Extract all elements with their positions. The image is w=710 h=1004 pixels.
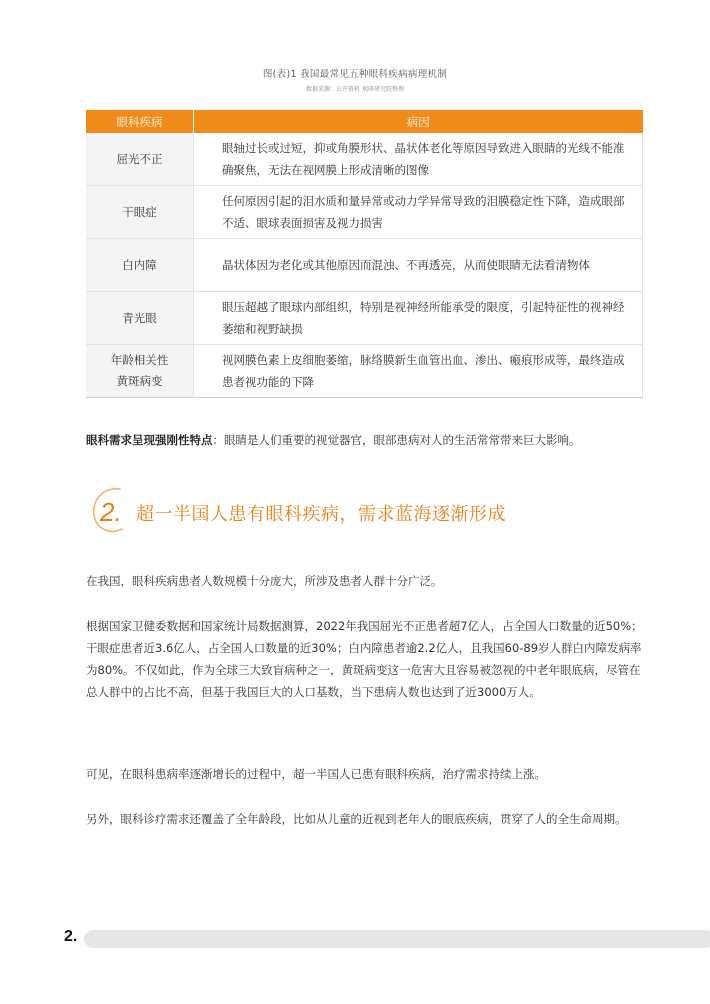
section-number-text: 2. <box>100 497 122 527</box>
disease-table <box>86 110 643 398</box>
table-header-row <box>86 110 643 133</box>
paragraph-1: 在我国，眼科疾病患者人数规模十分庞大，所涉及患者人群十分广泛。 <box>86 574 443 588</box>
section-number-badge <box>90 485 134 535</box>
feature-label: 眼科需求呈现强刚性特点 <box>86 433 213 447</box>
table-header-disease: 眼科疾病 <box>86 110 194 133</box>
table-cell-disease-text: 年龄相关性黄斑病变 <box>110 353 169 388</box>
table-cell-disease <box>86 345 194 398</box>
figure-source: 数据来源：公开资料 观研研究院整理 <box>306 86 404 93</box>
paragraph-2: 根据国家卫健委数据和国家统计局数据测算，2022年我国屈光不正患者超7亿人，占全国人口数量的近50%；干眼症患者近3.6亿人，占全国人口数量的近30%；白内障患者逾2.2亿人，且我国60-89岁人群白内障发病率为80%。不仅如此，作为全球三大致盲病种之一，黄斑病变这一危害大且容易被忽视的中老年眼底病，尽管在总人群中的占比不高，但基于我国巨大的人口基数，当下患病人数也达到了近3000万人。 <box>86 619 643 699</box>
table-cell-cause: 眼轴过长或过短，抑或角膜形状、晶状体老化等原因导致进入眼睛的光线不能准确聚焦，无法在视网膜上形成清晰的图像 <box>194 133 643 186</box>
table-cell-cause: 任何原因引起的泪水质和量异常或动力学异常导致的泪膜稳定性下降，造成眼部不适、眼球表面损害及视力损害 <box>194 186 643 239</box>
page-number: 2. <box>64 928 78 945</box>
table-header-cause: 病因 <box>194 110 643 133</box>
table-cell-cause: 视网膜色素上皮细胞萎缩，脉络膜新生血管出血、渗出、瘢痕形成等，最终造成患者视功能的下降 <box>194 345 643 398</box>
paragraph-4: 另外，眼科诊疗需求还覆盖了全年龄段，比如从儿童的近视到老年人的眼底疾病，贯穿了人的全生命周期。 <box>86 812 627 826</box>
section-title: 超一半国人患有眼科疾病，需求蓝海逐渐形成 <box>136 504 506 525</box>
table-row <box>86 292 643 345</box>
table-cell-cause: 晶状体因为老化或其他原因而混浊、不再透亮，从而使眼睛无法看清物体 <box>194 239 643 292</box>
table-row <box>86 133 643 186</box>
table-cell-cause: 眼压超越了眼球内部组织，特别是视神经所能承受的限度，引起特征性的视神经萎缩和视野缺损 <box>194 292 643 345</box>
table-row <box>86 186 643 239</box>
table-row <box>86 345 643 398</box>
feature-text: ：眼睛是人们重要的视觉器官，眼部患病对人的生活常常带来巨大影响。 <box>212 433 581 447</box>
paragraph-3: 可见，在眼科患病率逐渐增长的过程中，超一半国人已患有眼科疾病，治疗需求持续上涨。 <box>86 767 546 781</box>
table-row <box>86 239 643 292</box>
figure-title: 图(表)1 我国最常见五种眼科疾病病理机制 <box>262 69 448 80</box>
table-cell-disease: 青光眼 <box>86 292 194 345</box>
page-footer-bar <box>84 930 710 948</box>
table-cell-disease: 干眼症 <box>86 186 194 239</box>
table-cell-disease: 屈光不正 <box>86 133 194 186</box>
table-cell-disease: 白内障 <box>86 239 194 292</box>
feature-paragraph <box>86 432 646 448</box>
